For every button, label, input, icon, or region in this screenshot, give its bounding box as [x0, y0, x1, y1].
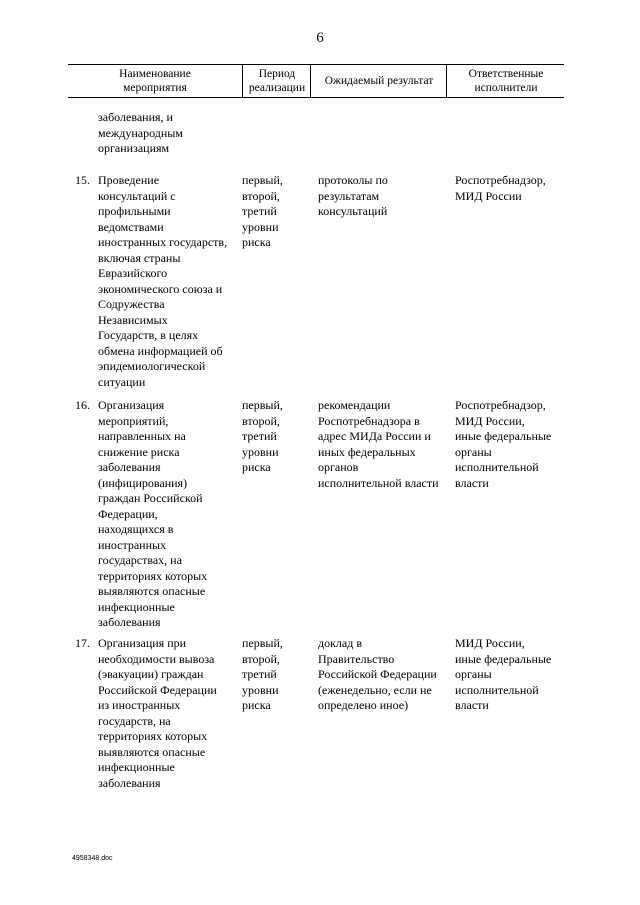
page-number: 6: [316, 30, 324, 46]
row-name: [98, 173, 227, 390]
row-number: 16.: [75, 398, 90, 412]
text-line: иных федеральных: [318, 444, 416, 459]
text-line: МИД России,: [455, 413, 525, 428]
text-line: Роспотребнадзора в: [318, 413, 420, 428]
text-line: экономического союза и: [98, 281, 223, 296]
text-line: рекомендации: [318, 398, 391, 412]
text-line: инфекционные: [98, 599, 175, 614]
text-line: (эвакуации) граждан: [98, 667, 204, 681]
text-line: органов: [318, 460, 359, 474]
text-line: заболевания: [98, 460, 161, 474]
text-line: ведомствами: [98, 219, 164, 234]
text-line: Федерации,: [98, 506, 158, 521]
text-line: органы: [455, 667, 492, 681]
text-line: инфекционные: [98, 760, 175, 774]
continuation-name: [98, 110, 183, 157]
text-line: риска: [242, 698, 271, 712]
text-line: из иностранных: [98, 698, 181, 712]
text-line: Евразийского: [98, 266, 168, 280]
row-responsible: [455, 173, 546, 204]
text-line: направленных на: [98, 429, 186, 443]
text-line: иностранных государств,: [98, 235, 228, 249]
text-line: доклад в: [318, 636, 363, 650]
text-line: Российской Федерации: [318, 667, 437, 681]
text-line: Роспотребнадзор,: [455, 398, 546, 412]
text-line: первый,: [242, 636, 283, 650]
header-period: [242, 65, 311, 97]
text-line: государств, на: [98, 713, 171, 728]
row-number: 15.: [75, 173, 90, 187]
text-line: риска: [242, 235, 271, 249]
header-responsible: [446, 65, 565, 97]
text-line: третий: [242, 667, 277, 681]
text-line: консультаций с: [98, 188, 176, 203]
text-line: Роспотребнадзор,: [455, 173, 546, 187]
text-line: профильными: [98, 204, 171, 218]
row-name: [98, 398, 207, 631]
row-responsible: [455, 398, 551, 491]
text-line: органы: [455, 444, 492, 459]
text-line: ситуации: [98, 374, 146, 389]
row-number: 17.: [75, 636, 90, 650]
text-line: иностранных: [98, 537, 167, 552]
text-line: власти: [455, 475, 489, 490]
text-line: выявляются опасные: [98, 744, 206, 759]
text-line: Содружества: [98, 297, 165, 311]
row-result: [318, 173, 388, 220]
text-line: исполнители: [474, 82, 538, 94]
text-line: второй,: [242, 413, 280, 428]
text-line: снижение риска: [98, 444, 180, 459]
text-line: результатам: [318, 188, 380, 203]
text-line: Организация при: [98, 636, 187, 650]
text-line: МИД России,: [455, 636, 525, 650]
text-line: реализации: [248, 82, 306, 94]
text-line: иные федеральные: [455, 429, 552, 443]
table-header: [68, 64, 564, 98]
document-filename: 4958348.doc: [72, 855, 113, 862]
text-line: власти: [455, 698, 489, 712]
text-line: Государств, в целях: [98, 328, 199, 342]
text-line: заболевания: [98, 615, 161, 629]
text-line: второй,: [242, 651, 280, 666]
text-line: консультаций: [318, 204, 388, 218]
text-line: обмена информацией об: [98, 343, 223, 358]
text-line: территориях которых: [98, 568, 208, 583]
text-line: протоколы по: [318, 173, 388, 187]
text-line: исполнительной: [455, 460, 539, 474]
text-line: уровни: [242, 682, 279, 697]
text-line: эпидемиологической: [98, 359, 206, 373]
text-line: (еженедельно, если не: [318, 682, 432, 697]
text-line: необходимости вывоза: [98, 651, 215, 666]
row-responsible: [455, 636, 551, 714]
text-line: выявляются опасные: [98, 584, 206, 598]
text-line: риска: [242, 460, 271, 474]
text-line: первый,: [242, 398, 283, 412]
text-line: граждан Российской: [98, 491, 203, 505]
text-line: мероприятия: [123, 82, 187, 94]
text-line: Период: [258, 68, 296, 80]
text-line: мероприятий,: [98, 413, 169, 428]
text-line: (инфицирования): [98, 475, 188, 490]
text-line: исполнительной власти: [318, 475, 439, 490]
text-line: Ожидаемый результат: [324, 75, 434, 87]
text-line: определено иное): [318, 698, 409, 712]
text-line: Российской Федерации: [98, 682, 217, 697]
header-name: [68, 65, 242, 97]
text-line: включая страны: [98, 250, 181, 265]
text-line: Проведение: [98, 173, 160, 187]
text-line: первый,: [242, 173, 283, 187]
text-line: Организация: [98, 398, 165, 412]
text-line: Независимых: [98, 312, 168, 327]
text-line: международным: [98, 125, 183, 140]
text-line: третий: [242, 429, 277, 443]
text-line: Ответственные: [468, 68, 544, 80]
header-result: [310, 65, 447, 97]
text-line: заболевания, и: [98, 110, 173, 124]
text-line: Правительство: [318, 651, 395, 666]
text-line: территориях которых: [98, 729, 208, 743]
row-period: [242, 398, 283, 476]
text-line: Наименование: [119, 68, 191, 80]
text-line: уровни: [242, 219, 279, 234]
text-line: уровни: [242, 444, 279, 459]
text-line: исполнительной: [455, 682, 539, 697]
text-line: иные федеральные: [455, 651, 552, 666]
row-name: [98, 636, 217, 791]
text-line: заболевания: [98, 775, 161, 790]
text-line: находящихся в: [98, 522, 174, 536]
text-line: организациям: [98, 141, 170, 155]
text-line: государствах, на: [98, 553, 182, 567]
text-line: адрес МИДа России и: [318, 429, 431, 443]
text-line: третий: [242, 204, 277, 218]
row-result: [318, 398, 439, 491]
text-line: МИД России: [455, 188, 522, 203]
row-period: [242, 636, 283, 714]
row-result: [318, 636, 437, 714]
row-period: [242, 173, 283, 251]
text-line: второй,: [242, 188, 280, 203]
